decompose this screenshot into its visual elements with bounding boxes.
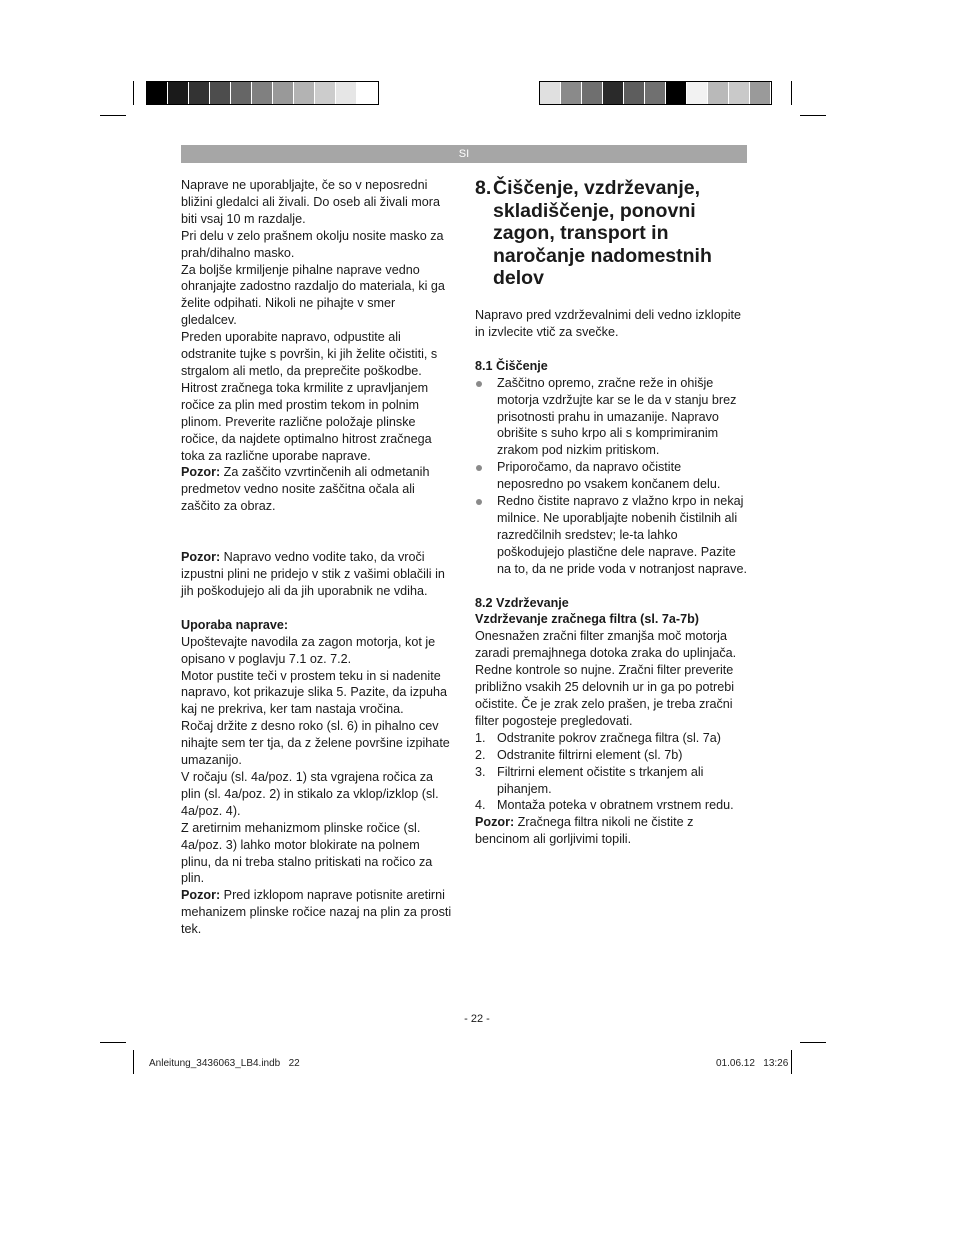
warning-label: Pozor: xyxy=(181,550,221,565)
warning-text: Za zaščito vzvrtinčenih ali odmetanih predmetov vedno nosite zaščitna očala ali zaščito za obraz. xyxy=(181,465,430,514)
numbered-list xyxy=(475,730,747,815)
crop-mark xyxy=(100,1042,126,1043)
crop-mark xyxy=(800,115,826,116)
left-column xyxy=(181,177,453,938)
color-swatch xyxy=(294,82,315,104)
crop-mark xyxy=(791,81,792,105)
warning-label: Pozor: xyxy=(181,465,221,480)
step-number: 3. xyxy=(475,764,486,779)
warning-paragraph xyxy=(181,464,453,515)
color-swatch xyxy=(357,82,378,104)
color-swatch xyxy=(252,82,273,104)
list-item xyxy=(475,747,747,764)
step-number: 1. xyxy=(475,730,486,745)
warning-label: Pozor: xyxy=(475,815,515,830)
chapter-title: Čiščenje, vzdrževanje, skladiščenje, ponovni zagon, transport in naročanje nadomestnih delov xyxy=(493,177,712,290)
color-swatch xyxy=(708,82,729,104)
warning-text: Pred izklopom naprave potisnite aretirni mehanizem plinske ročice nazaj na plin za prosti tek. xyxy=(181,888,452,937)
list-item: Priporočamo, da napravo očistite neposredno po vsakem končanem delu. xyxy=(475,459,747,493)
bullet-list xyxy=(475,375,747,578)
warning-paragraph xyxy=(181,887,453,938)
paragraph: Napravo pred vzdrževalnimi deli vedno izklopite in izvlecite vtič za svečke. xyxy=(475,307,741,339)
paragraph: V ročaju (sl. 4a/poz. 1) sta vgrajena ročica za plin (sl. 4a/poz. 2) in stikalo za vklop/izklop (sl. 4a/poz. 4). xyxy=(181,770,439,818)
list-item xyxy=(475,797,747,814)
footer-file-info: Anleitung_3436063_LB4.indb 22 xyxy=(149,1058,300,1069)
color-swatch xyxy=(336,82,357,104)
chapter-heading xyxy=(475,177,747,290)
paragraph: Hitrost zračnega toka krmilite z upravljanjem ročice za plin med prostim tekom in polnim plinom. Preverite različne položaje plinske ročice, da najdete optimalno hitrost zračnega toka za različne uporabe naprave. xyxy=(181,380,432,463)
language-header-bar xyxy=(181,145,747,163)
list-item xyxy=(475,764,747,798)
color-swatch xyxy=(189,82,210,104)
paragraph: Za boljše krmiljenje pihalne naprave vedno ohranjajte zadostno razdaljo do materiala, ki ga želite odpihati. Nikoli ne pihajte v smer gledalcev. xyxy=(181,262,445,328)
paragraph: Naprave ne uporabljajte, če so v neposredni bližini gledalci ali živali. Do oseb ali živali mora biti vsaj 10 m razdalje. xyxy=(181,178,440,226)
warning-text: Zračnega filtra nikoli ne čistite z bencinom ali gorljivimi topili. xyxy=(475,815,694,847)
paragraph: Motor pustite teči v prostem teku in si nadenite napravo, kot prikazuje slika 5. Pazite, da izpuha kaj ne prekriva, ker tam nastaja vročina. xyxy=(181,668,448,717)
warning-paragraph xyxy=(475,814,747,848)
warning-text: Napravo vedno vodite tako, da vroči izpustni plini ne pridejo v stik z vašimi oblačili in jih poškodujejo ali da jih uporabnik ne vdiha. xyxy=(181,550,445,598)
list-item: Redno čistite napravo z vlažno krpo in nekaj milnice. Ne uporabljajte nobenih čistilnih ali razredčilnih sredstev; le-ta lahko poškodujejo plastične dele naprave. Pazite na to, da ne pride voda v notranjost naprave. xyxy=(475,493,747,578)
color-swatch xyxy=(561,82,582,104)
crop-mark xyxy=(133,1050,134,1074)
color-swatch xyxy=(168,82,189,104)
color-swatch xyxy=(210,82,231,104)
color-swatch xyxy=(687,82,708,104)
color-swatch xyxy=(603,82,624,104)
color-swatch xyxy=(273,82,294,104)
paragraph: Upoštevajte navodila za zagon motorja, kot je opisano v poglavju 7.1 oz. 7.2. xyxy=(181,634,436,666)
chapter-number: 8. xyxy=(475,177,492,199)
color-calibration-bar-left xyxy=(146,81,379,105)
step-text: Filtrirni element očistite s trkanjem ali pihanjem. xyxy=(497,764,704,796)
color-swatch xyxy=(315,82,336,104)
color-swatch xyxy=(582,82,603,104)
color-swatch xyxy=(624,82,645,104)
crop-mark xyxy=(100,115,126,116)
paragraph: Pri delu v zelo prašnem okolju nosite masko za prah/dihalno masko. xyxy=(181,228,444,260)
color-swatch xyxy=(750,82,771,104)
section-heading: 8.2 Vzdrževanje xyxy=(475,595,569,610)
crop-mark xyxy=(133,81,134,105)
step-text: Odstranite pokrov zračnega filtra (sl. 7a) xyxy=(497,730,721,745)
section-heading: 8.1 Čiščenje xyxy=(475,358,548,373)
paragraph: Z aretirnim mehanizmom plinske ročice (sl. 4a/poz. 3) lahko motor blokirate na polnem plinu, da ni treba stalno pritiskati na ročico za plin. xyxy=(181,820,433,886)
step-number: 2. xyxy=(475,747,486,762)
list-item: Zaščitno opremo, zračne reže in ohišje motorja vzdržujte kar se le da v stanju brez prisotnosti prahu in umazanije. Napravo obrišite s suho krpo ali s komprimiranim zrakom pod nizkim pritiskom. xyxy=(475,375,747,460)
right-column xyxy=(475,177,747,848)
paragraph: Ročaj držite z desno roko (sl. 6) in pihalno cev nihajte sem ter tja, da z želene površine izpihate umazanijo. xyxy=(181,719,450,768)
step-text: Odstranite filtrirni element (sl. 7b) xyxy=(497,747,683,762)
warning-label: Pozor: xyxy=(181,888,221,903)
paragraph: Onesnažen zračni filter zmanjša moč motorja zaradi premajhnega dotoka zraka do uplinjača. Redne kontrole so nujne. Zračni filter preverite približno vsakih 25 delovnih ur in ga po potrebi očistite. Če je zrak zelo prašen, je treba zračni filter pogosteje pregledovati. xyxy=(475,629,737,728)
color-swatch xyxy=(729,82,750,104)
paragraph: Preden uporabite napravo, odpustite ali odstranite tujke s površin, ki jih želite očistiti, s strgalom ali metlo, da preprečite poškodbe. xyxy=(181,330,438,378)
list-item xyxy=(475,730,747,747)
footer-timestamp: 01.06.12 13:26 xyxy=(716,1058,789,1069)
crop-mark xyxy=(791,1050,792,1074)
step-text: Montaža poteka v obratnem vrstnem redu. xyxy=(497,798,734,813)
section-heading: Uporaba naprave: xyxy=(181,617,289,632)
page-number: - 22 - xyxy=(464,1013,490,1025)
color-swatch xyxy=(231,82,252,104)
step-number: 4. xyxy=(475,798,486,813)
color-swatch xyxy=(540,82,561,104)
color-calibration-bar-right xyxy=(539,81,772,105)
color-swatch xyxy=(666,82,687,104)
subsection-heading: Vzdrževanje zračnega filtra (sl. 7a-7b) xyxy=(475,612,699,627)
warning-paragraph xyxy=(181,549,453,600)
language-code: SI xyxy=(458,148,470,160)
crop-mark xyxy=(800,1042,826,1043)
color-swatch xyxy=(147,82,168,104)
color-swatch xyxy=(645,82,666,104)
